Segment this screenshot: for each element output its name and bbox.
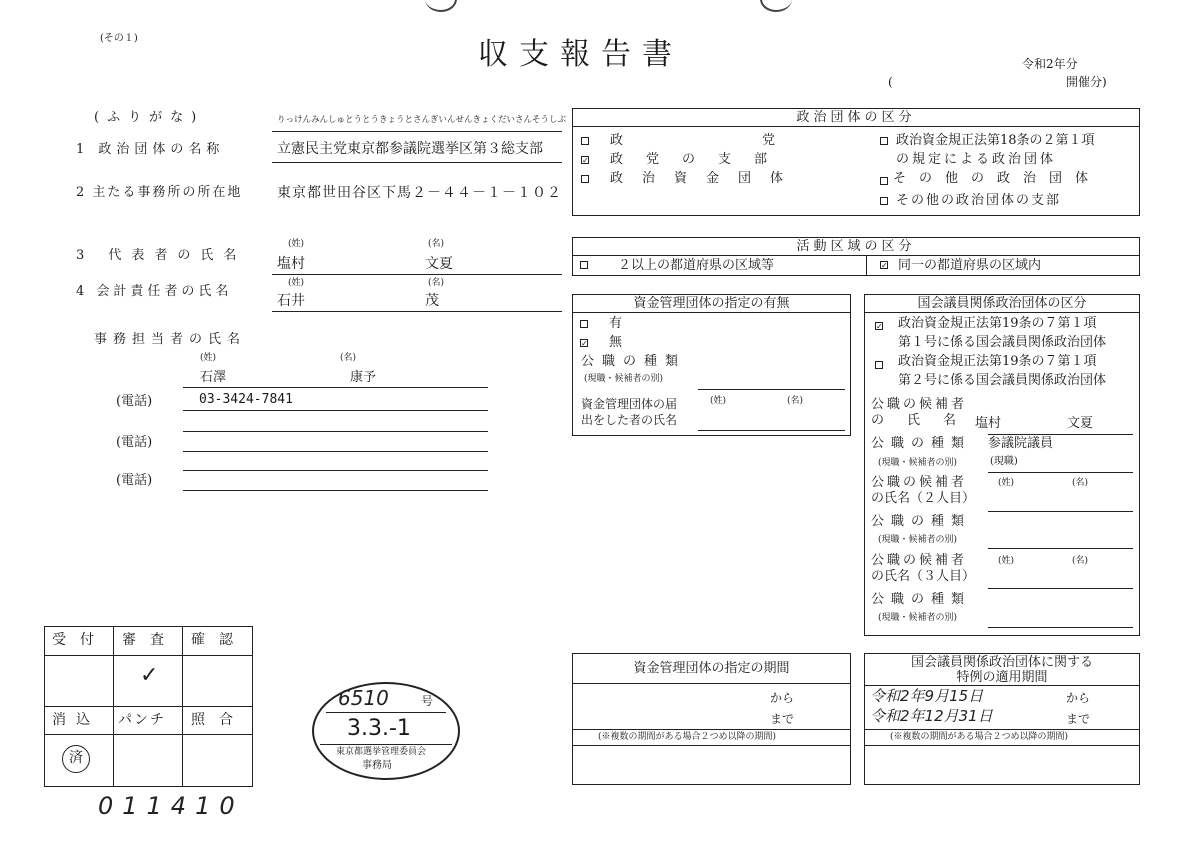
furigana-label: (ふりがな) (94, 110, 205, 125)
diet-cand2-label-2: の氏名（２人目） (871, 491, 976, 506)
fund-mgmt-checkbox-yes[interactable] (580, 320, 588, 328)
fund-mgmt-notifier-1: 資金管理団体の届 (581, 397, 678, 411)
accountant-label: 4 会計責任者の氏名 (76, 284, 233, 299)
held-label: 開催分) (1066, 75, 1107, 89)
phone-value: 03-3424-7841 (199, 392, 293, 407)
diet-office2-label: 公職の種類 (871, 514, 972, 529)
diet-org-opt2-b: 第２号に係る国会議員関係政治団体 (898, 373, 1107, 388)
fund-mgmt-yes: 有 (609, 316, 623, 331)
org-name-value: 立憲民主党東京都参議院選挙区第３総支部 (277, 141, 543, 157)
page-title: 収支報告書 (478, 37, 683, 72)
furigana-line (272, 131, 562, 132)
diet-cand-label-1: 公職の候補者 (871, 397, 968, 412)
stamp-office: 事務局 (362, 760, 392, 771)
rep-mei-value: 文夏 (425, 256, 453, 272)
receipt-row-3 (44, 734, 253, 735)
phone-label-2: (電話) (116, 435, 153, 450)
diet-office-label: 公職の種類 (871, 436, 972, 451)
receipt-match: 照合 (191, 712, 247, 728)
org-type-other: そ の 他 の 政 治 団 体 (893, 171, 1089, 186)
diet-office2-sub: (現職・候補者の別) (878, 535, 958, 545)
stamp-number: 6510 (338, 686, 389, 710)
special-period-note: (※複数の期間がある場合２つめ以降の期間) (890, 732, 1069, 742)
diet-office3-sub: (現職・候補者の別) (878, 613, 958, 623)
staff-label: 事務担当者の氏名 (94, 332, 247, 347)
fund-period-note-line (572, 729, 851, 730)
furigana-value: りっけんみんしゅとうとうきょうとさんぎいんせんきょくだいさんそうしぶ (277, 115, 567, 125)
binding-hole-right (760, 0, 792, 12)
org-type-art18-b: の規定による政治団体 (896, 152, 1057, 167)
diet-cand2-label-1: 公職の候補者 (871, 475, 968, 490)
org-type-branch: 政 党 の 支 部 (610, 152, 773, 167)
receipt-seal-icon (62, 745, 90, 773)
address-label: 2 主たる事務所の所在地 (76, 185, 243, 200)
representative-label: 3 代表者の氏名 (76, 248, 247, 263)
fund-mgmt-title: 資金管理団体の指定の有無 (633, 296, 790, 311)
org-type-checkbox-branch[interactable]: ✓ (582, 156, 589, 165)
stamp-date: 3.3.-1 (347, 716, 411, 741)
fund-mgmt-no: 無 (609, 335, 623, 350)
diet-office-status: (現職) (990, 456, 1018, 467)
diet-cand-mei: 文夏 (1067, 416, 1094, 431)
org-name-label: 1 政治団体の名称 (76, 142, 225, 157)
special-period-from: から (1066, 691, 1091, 705)
stamp-number-suffix: 号 (421, 694, 434, 708)
org-type-fund: 政 治 資 金 団 体 (610, 171, 787, 186)
diet-cand-label-2: の 氏 名 (871, 413, 962, 428)
phone-line-1 (183, 410, 488, 411)
acct-mei-value: 茂 (425, 293, 439, 309)
diet-office-value: 参議院議員 (988, 436, 1054, 451)
fund-period-to: まで (770, 712, 795, 726)
phone-line-3 (183, 490, 488, 491)
special-period-start: 令和2年9月15日 (870, 687, 984, 705)
diet-cand3-line (988, 588, 1133, 589)
fund-period-note: (※複数の期間がある場合２つめ以降の期間) (598, 732, 777, 742)
activity-single: 同一の都道府県の区域内 (898, 258, 1042, 273)
held-open-paren: ( (888, 75, 893, 89)
diet-org-opt1-a: 政治資金規正法第19条の７第１項 (898, 316, 1097, 331)
fund-period-note-line-2 (572, 745, 851, 746)
fund-period-from: から (770, 691, 795, 705)
diet-office-line (988, 472, 1133, 473)
receipt-review-check: ✓ (140, 663, 159, 688)
fund-period-title: 資金管理団体の指定の期間 (633, 661, 790, 676)
receipt-row-2 (44, 706, 253, 707)
acct-line (272, 311, 562, 312)
receipt-seal-text: 済 (69, 750, 83, 766)
org-type-party: 政 党 (610, 133, 782, 148)
diet-cand2-sei-label: (姓) (998, 478, 1015, 488)
diet-org-title: 国会議員関係政治団体の区分 (917, 296, 1087, 311)
org-type-checkbox-other-branch[interactable] (880, 197, 888, 205)
diet-cand3-label-2: の氏名（３人目） (871, 569, 976, 584)
activity-divider (866, 255, 867, 276)
rep-sei-label: (姓) (288, 239, 305, 249)
fund-mgmt-office-sub: (現職・候補者の別) (584, 374, 664, 384)
receipt-punch: パンチ (118, 712, 166, 728)
diet-office3-line (988, 627, 1133, 628)
staff-line (183, 387, 488, 388)
diet-office3-label: 公職の種類 (871, 592, 972, 607)
stamp-line-2 (320, 744, 452, 745)
special-period-to: まで (1066, 712, 1091, 726)
staff-mei-label: (名) (340, 353, 357, 363)
diet-office-sub: (現職・候補者の別) (878, 458, 958, 468)
report-year: 令和2年分 (1022, 57, 1078, 71)
org-type-art18-a: 政治資金規正法第18条の２第１項 (896, 133, 1095, 148)
receipt-row-1 (44, 655, 253, 656)
phone-line-2 (183, 451, 488, 452)
fund-mgmt-office-line (698, 389, 845, 390)
special-period-note-line (864, 729, 1140, 730)
special-period-note-line-2 (864, 745, 1140, 746)
rep-mei-label: (名) (428, 239, 445, 249)
org-type-title: 政治団体の区分 (796, 110, 916, 125)
receipt-accepted: 受付 (52, 632, 108, 648)
address-value: 東京都世田谷区下馬２－４４－１－１０２ (277, 185, 562, 201)
diet-cand2-line (988, 511, 1133, 512)
diet-org-opt1-b: 第１号に係る国会議員関係政治団体 (898, 335, 1107, 350)
org-type-checkbox-party[interactable] (581, 137, 589, 145)
special-period-title-2: 特例の適用期間 (956, 670, 1048, 685)
diet-cand3-mei-label: (名) (1072, 556, 1089, 566)
receipt-clearing: 消込 (52, 712, 100, 728)
diet-cand2-mei-label: (名) (1072, 478, 1089, 488)
activity-multi: ２以上の都道府県の区域等 (618, 258, 775, 273)
fund-mgmt-sei-label: (姓) (710, 396, 727, 406)
page-label: (その１) (100, 33, 138, 44)
serial-number: 011410 (98, 792, 244, 820)
rep-line (272, 274, 562, 275)
org-type-checkbox-art18[interactable] (880, 137, 888, 145)
staff-mei-value: 康予 (350, 370, 377, 385)
fund-mgmt-office-label: 公職の種類 (581, 354, 687, 369)
diet-cand3-sei-label: (姓) (998, 556, 1015, 566)
diet-org-opt2-a: 政治資金規正法第19条の７第１項 (898, 354, 1097, 369)
stamp-line-1 (326, 712, 446, 713)
fund-mgmt-mei-label: (名) (787, 396, 804, 406)
binding-hole-left (425, 0, 457, 12)
activity-title: 活動区域の区分 (796, 239, 916, 254)
acct-sei-label: (姓) (288, 278, 305, 288)
diet-cand-sei: 塩村 (975, 416, 1002, 431)
diet-org-checkbox-1[interactable]: ✓ (876, 322, 883, 331)
diet-org-checkbox-2[interactable] (875, 361, 883, 369)
special-period-title-1: 国会議員関係政治団体に関する (910, 655, 1093, 670)
org-type-checkbox-fund[interactable] (581, 175, 589, 183)
diet-cand3-label-1: 公職の候補者 (871, 553, 968, 568)
fund-mgmt-checkbox-no[interactable]: ✓ (581, 339, 588, 348)
rep-sei-value: 塩村 (277, 256, 305, 272)
org-type-checkbox-other[interactable] (880, 177, 888, 185)
stamp-org: 東京都選挙管理委員会 (336, 747, 427, 757)
phone-line-1b (183, 431, 488, 432)
staff-sei-value: 石澤 (200, 370, 227, 385)
phone-label-1: (電話) (116, 394, 153, 409)
receipt-review: 審査 (122, 632, 178, 648)
acct-mei-label: (名) (428, 278, 445, 288)
activity-checkbox-single[interactable]: ✓ (881, 261, 888, 270)
special-period-end: 令和2年12月31日 (870, 707, 993, 725)
fund-mgmt-notifier-2: 出をした者の氏名 (581, 413, 678, 427)
phone-label-3: (電話) (116, 473, 153, 488)
staff-sei-label: (姓) (200, 353, 217, 363)
org-type-other-branch: その他の政治団体の支部 (896, 193, 1062, 208)
activity-checkbox-multi[interactable] (580, 261, 588, 269)
fund-mgmt-notifier-line (698, 430, 845, 431)
acct-sei-value: 石井 (277, 293, 305, 309)
diet-cand-line (988, 434, 1133, 435)
fund-period-header-line (572, 683, 851, 684)
receipt-confirm: 確認 (191, 632, 247, 648)
diet-office2-line (988, 548, 1133, 549)
phone-line-2b (183, 470, 488, 471)
org-name-line (272, 162, 562, 163)
